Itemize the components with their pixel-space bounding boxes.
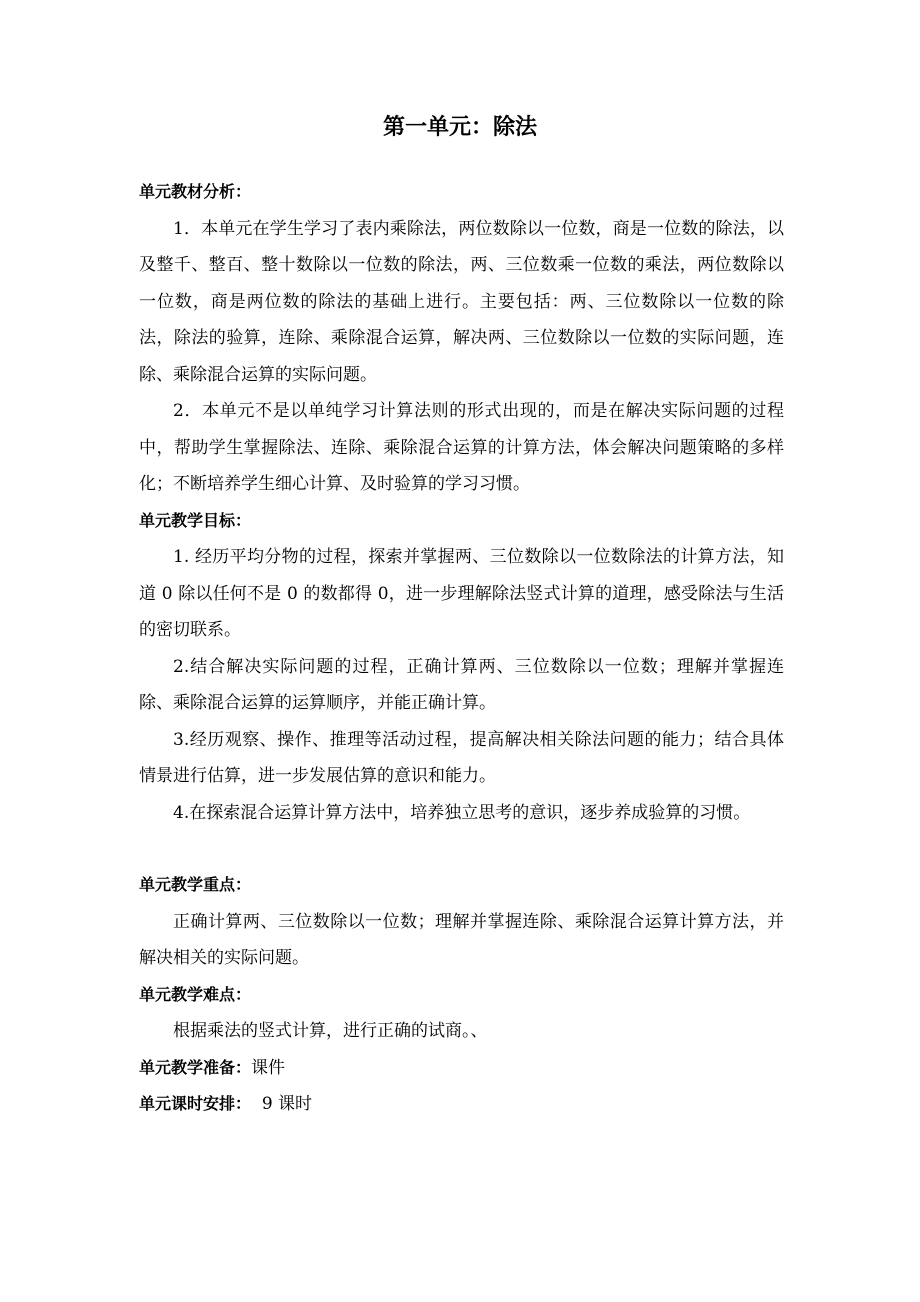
analysis-paragraph-1: 1．本单元在学生学习了表内乘除法，两位数除以一位数，商是一位数的除法，以及整千、整百、整十数除以一位数的除法，两、三位数乘一位数的乘法，两位数除以一位数，商是两位数的除法的基础上进行。主要包括：两、三位数除以一位数的除法，除法的验算，连除、乘除混合运算，解决两、三位数除以一位数的实际问题，连除、乘除混合运算的实际问题。: [139, 218, 784, 385]
preparation-line: [139, 1050, 784, 1087]
analysis-heading: 单元教材分析：: [139, 182, 252, 201]
objective-paragraph-2: 2.结合解决实际问题的过程，正确计算两、三位数除以一位数；理解并掌握连除、乘除混合运算的运算顺序，并能正确计算。: [139, 656, 784, 713]
document-body: [139, 174, 784, 1123]
schedule-heading: 单元课时安排：: [139, 1094, 252, 1113]
preparation-heading: 单元教学准备：: [139, 1057, 252, 1077]
section-spacer: [139, 831, 784, 867]
difficulties-heading: 单元教学难点：: [139, 984, 252, 1004]
schedule-line: [139, 1086, 784, 1123]
objectives-heading: 单元教学目标：: [139, 510, 252, 530]
objective-paragraph-4: 4.在探索混合运算计算方法中，培养独立思考的意识，逐步养成验算的习惯。: [173, 802, 751, 823]
difficulties-paragraph: 根据乘法的竖式计算，进行正确的试商。、: [173, 1021, 488, 1041]
objective-paragraph-1: 1. 经历平均分物的过程，探索并掌握两、三位数除以一位数除法的计算方法，知道 0 除以任何不是 0 的数都得 0，进一步理解除法竖式计算的道理，感受除法与生活的密切联系。: [139, 547, 784, 640]
page-title: 第一单元：除法: [382, 115, 537, 140]
key-points-heading: 单元教学重点：: [139, 875, 252, 894]
key-points-paragraph: 正确计算两、三位数除以一位数；理解并掌握连除、乘除混合运算计算方法，并解决相关的实际问题。: [139, 911, 784, 968]
objective-paragraph-3: 3.经历观察、操作、推理等活动过程，提高解决相关除法问题的能力；结合具体情景进行估算，进一步发展估算的意识和能力。: [139, 729, 784, 786]
preparation-value: 课件: [251, 1057, 286, 1078]
analysis-paragraph-2: 2．本单元不是以单纯学习计算法则的形式出现的，而是在解决实际问题的过程中，帮助学生掌握除法、连除、乘除混合运算的计算方法，体会解决问题策略的多样化；不断培养学生细心计算、及时验算的学习习惯。: [139, 401, 784, 494]
schedule-value: 9 课时: [251, 1094, 313, 1114]
